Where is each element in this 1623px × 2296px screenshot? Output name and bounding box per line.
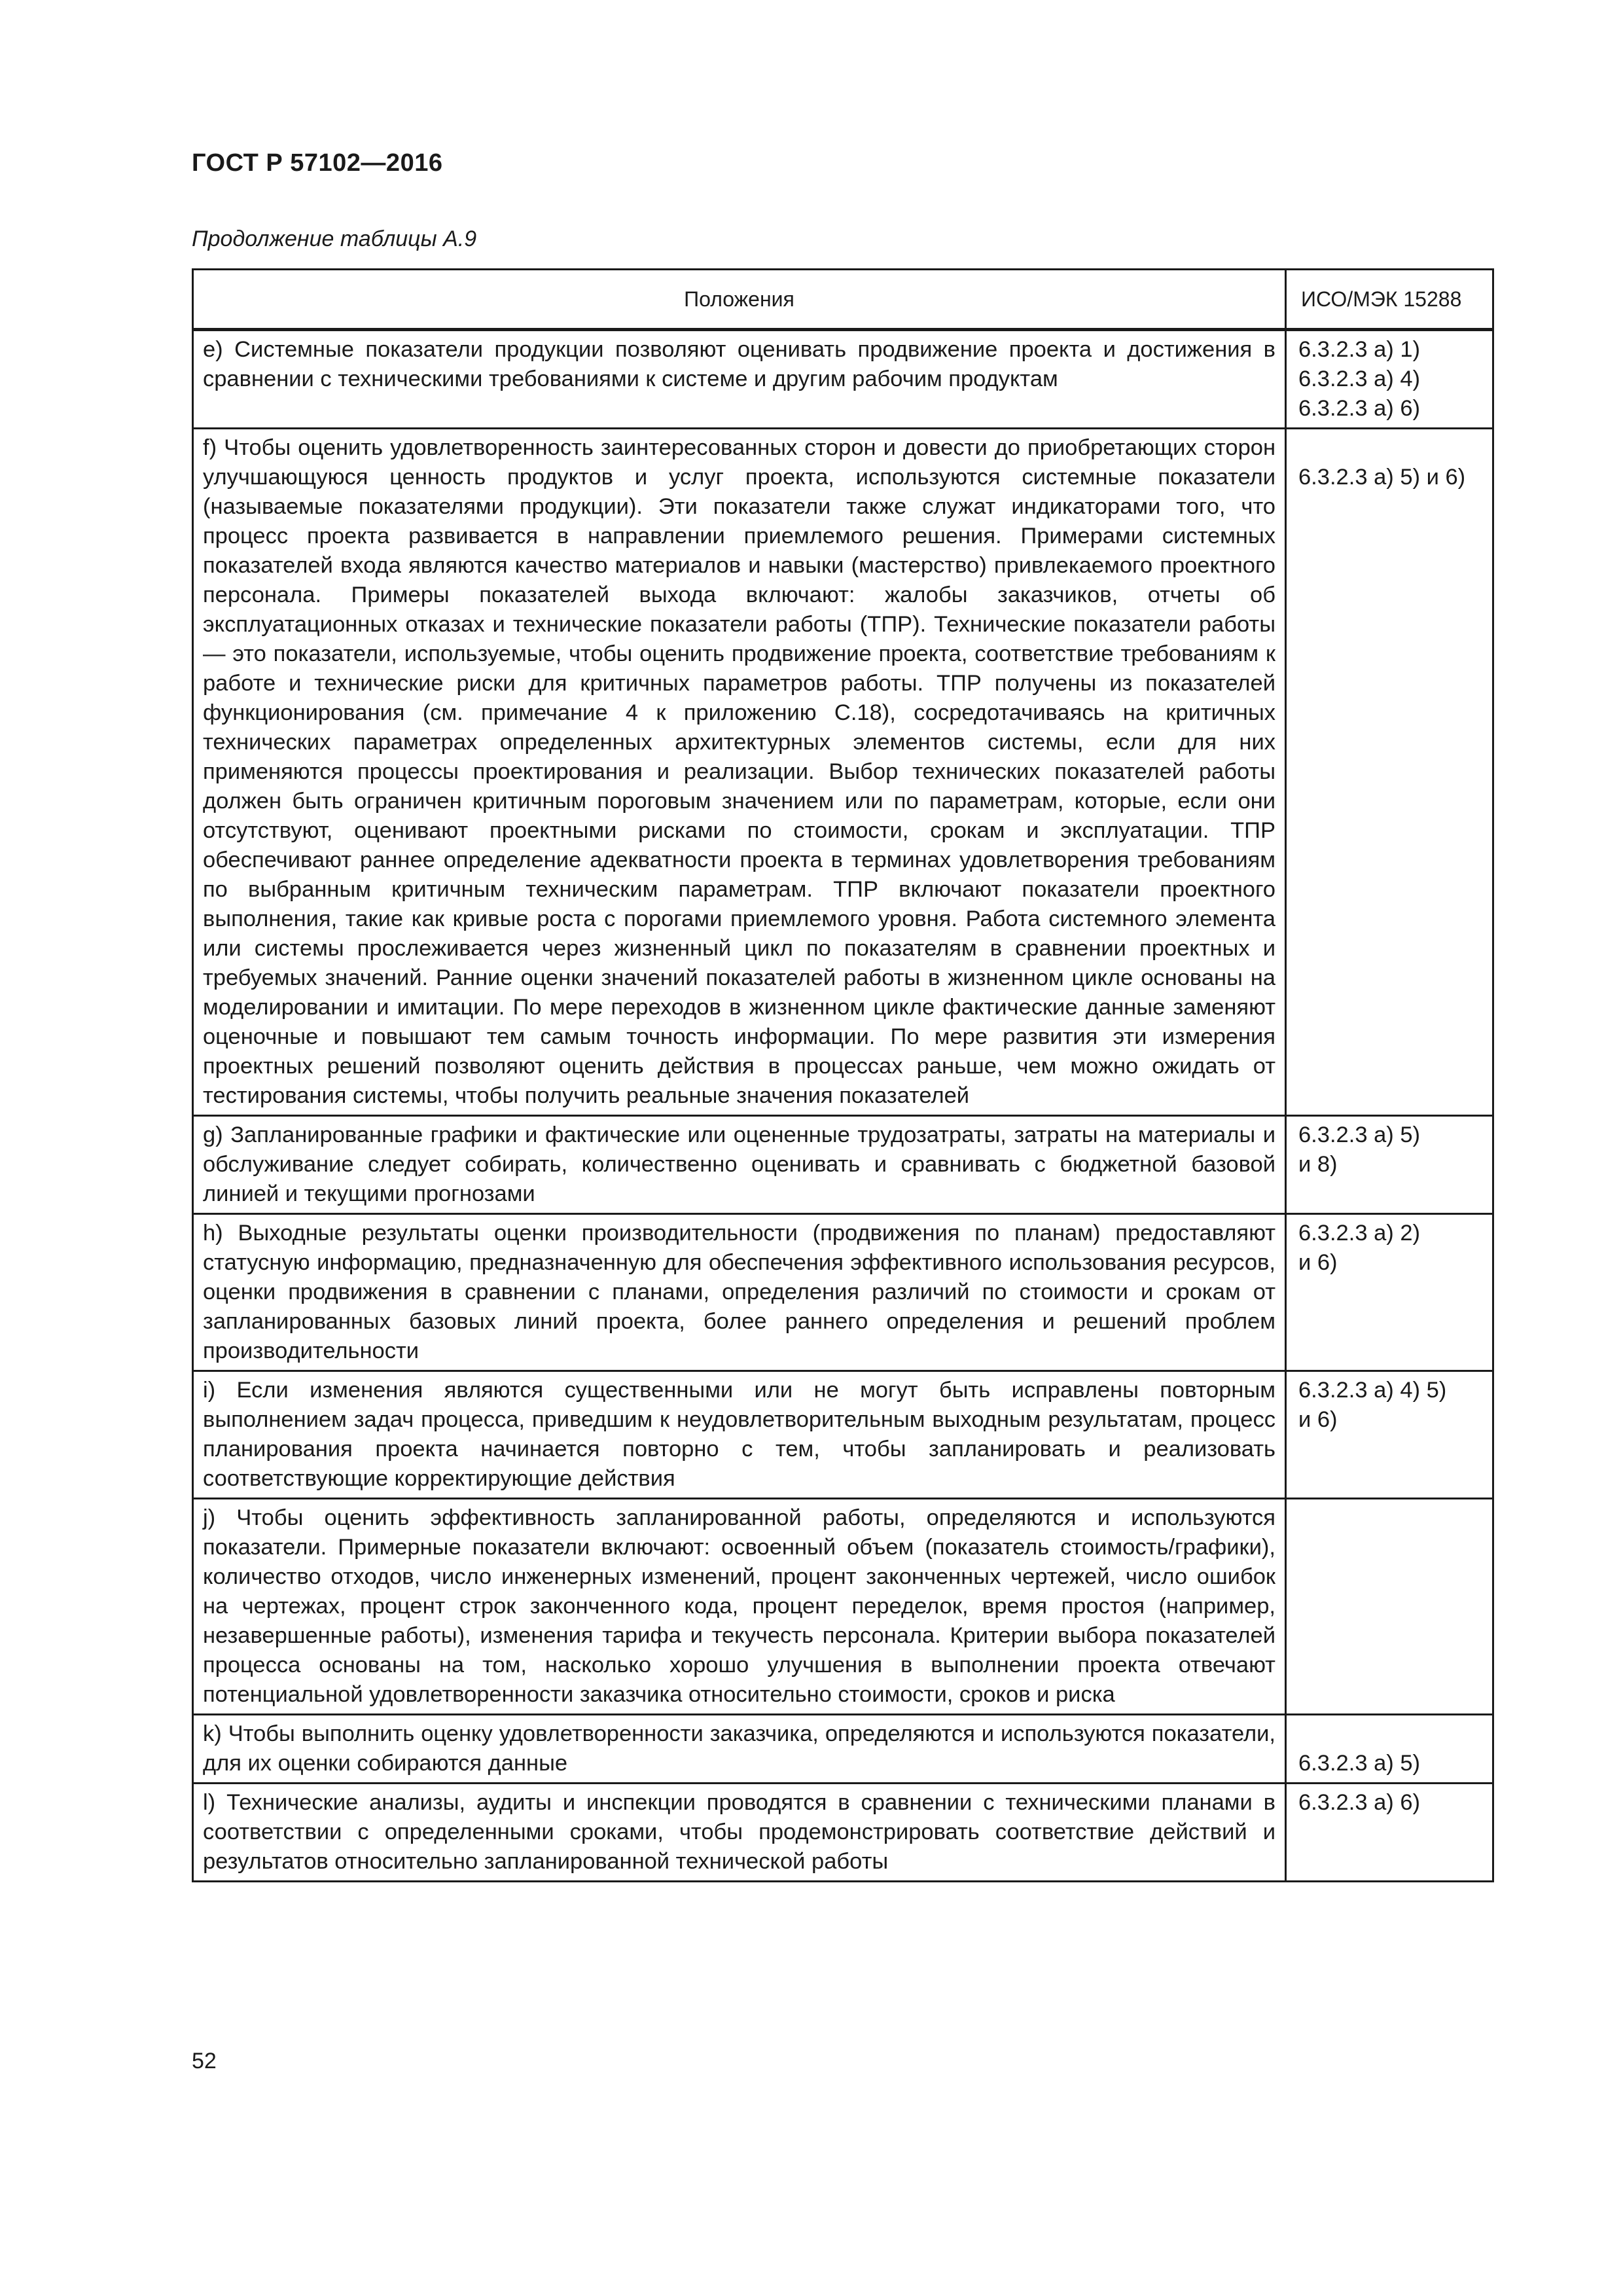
provisions-table-container bbox=[192, 268, 1492, 1882]
reference-line: 6.3.2.3 a) 5) и 6) bbox=[1298, 465, 1466, 490]
reference-line: 6.3.2.3 a) 6) bbox=[1298, 396, 1421, 421]
provision-cell: g) Запланированные графики и фактические или оцененные трудозатраты, затраты на материалы и обслуживание следует собирать, количественно оценивать и сравнивать с бюджетной базовой линией и текущими прогнозами bbox=[193, 1116, 1286, 1214]
reference-cell bbox=[1286, 1499, 1493, 1715]
table-header-row bbox=[193, 270, 1493, 330]
table-row bbox=[193, 330, 1493, 429]
column-header-provisions: Положения bbox=[193, 270, 1286, 330]
table-row bbox=[193, 1499, 1493, 1715]
reference-line bbox=[1298, 433, 1486, 463]
reference-cell bbox=[1286, 1784, 1493, 1882]
table-caption: Продолжение таблицы А.9 bbox=[192, 226, 477, 251]
provision-cell: j) Чтобы оценить эффективность запланированной работы, определяются и используются показатели. Примерные показатели включают: освоенный объем (показатель стоимость/графики), количество отходов, число инженерных изменений, процент законченных чертежей, число ошибок на чертежах, процент строк законченного кода, процент переделок, время простоя (например, незавершенные работы), изменения тарифа и текучесть персонала. Критерии выбора показателей процесса основаны на том, насколько хорошо улучшения в выполнении проекта отвечают потенциальной удовлетворенности заказчика относительно стоимости, сроков и риска bbox=[193, 1499, 1286, 1715]
provision-cell: l) Технические анализы, аудиты и инспекции проводятся в сравнении с техническими планами в соответствии с определенными сроками, чтобы продемонстрировать соответствие действий и результатов относительно запланированной технической работы bbox=[193, 1784, 1286, 1882]
provision-cell: f) Чтобы оценить удовлетворенность заинтересованных сторон и довести до приобретающих сторон улучшающуюся ценность продуктов и услуг проекта, используются системные показатели (называемые показателями продукции). Эти показатели также служат индикаторами того, что процесс проекта развивается в направлении приемлемого решения. Примерами системных показателей входа являются качество материалов и навыки (мастерство) привлекаемого проектного персонала. Примеры показателей выхода включают: жалобы заказчиков, отчеты об эксплуатационных отказах и технические показатели работы (ТПР). Технические показатели работы — это показатели, используемые, чтобы оценить продвижение проекта, соответствие требованиям к работе и технические риски для критичных параметров работы. ТПР получены из показателей функционирования (см. примечание 4 к приложению С.18), сосредотачиваясь на критичных технических параметрах определенных архитектурных элементов системы, если для них применяются процессы проектирования и реализации. Выбор технических показателей работы должен быть ограничен критичным пороговым значением или по параметрам, которые, если они отсутствуют, оценивают проектными рисками по стоимости, срокам и эксплуатации. ТПР обеспечивают раннее определение адекватности проекта в терминах удовлетворения требованиям по выбранным критичным техническим параметрам. ТПР включают показатели проектного выполнения, такие как кривые роста с порогами приемлемого уровня. Работа системного элемента или системы прослеживается через жизненный цикл по показателям в сравнении проектных и требуемых значений. Ранние оценки значений показателей работы в жизненном цикле основаны на моделировании и имитации. По мере переходов в жизненном цикле фактические данные заменяют оценочные и повышают тем самым точность информации. По мере развития эти измерения проектных решений позволяют оценить действия в процессах раньше, чем можно ожидать от тестирования системы, чтобы получить реальные значения показателей bbox=[193, 429, 1286, 1116]
reference-line: и 8) bbox=[1298, 1152, 1338, 1177]
reference-line: и 6) bbox=[1298, 1407, 1338, 1432]
reference-line: 6.3.2.3 a) 5) bbox=[1298, 1122, 1421, 1147]
table-row bbox=[193, 429, 1493, 1116]
table-row bbox=[193, 1784, 1493, 1882]
table-row bbox=[193, 1715, 1493, 1784]
document-id: ГОСТ Р 57102—2016 bbox=[192, 149, 443, 177]
reference-cell bbox=[1286, 1214, 1493, 1371]
reference-cell bbox=[1286, 1371, 1493, 1499]
reference-cell bbox=[1286, 330, 1493, 429]
reference-cell bbox=[1286, 1715, 1493, 1784]
reference-line: 6.3.2.3 a) 6) bbox=[1298, 1790, 1421, 1815]
reference-cell bbox=[1286, 429, 1493, 1116]
provision-cell: k) Чтобы выполнить оценку удовлетворенности заказчика, определяются и используются показатели, для их оценки собираются данные bbox=[193, 1715, 1286, 1784]
table-row bbox=[193, 1371, 1493, 1499]
reference-cell bbox=[1286, 1116, 1493, 1214]
reference-line: 6.3.2.3 a) 4) 5) bbox=[1298, 1378, 1447, 1403]
column-header-iso-reference: ИСО/МЭК 15288 bbox=[1286, 270, 1493, 330]
reference-line bbox=[1298, 1719, 1486, 1749]
provision-cell: e) Системные показатели продукции позволяют оценивать продвижение проекта и достижения в сравнении с техническими требованиями к системе и другим рабочим продуктам bbox=[193, 330, 1286, 429]
table-row bbox=[193, 1116, 1493, 1214]
provision-cell: i) Если изменения являются существенными или не могут быть исправлены повторным выполнением задач процесса, приведшим к неудовлетворительным выходным результатам, процесс планирования проекта начинается повторно с тем, чтобы запланировать и реализовать соответствующие корректирующие действия bbox=[193, 1371, 1286, 1499]
reference-line: 6.3.2.3 a) 2) bbox=[1298, 1221, 1421, 1246]
provisions-table bbox=[192, 268, 1494, 1882]
provision-cell: h) Выходные результаты оценки производительности (продвижения по планам) предоставляют статусную информацию, предназначенную для обеспечения эффективного использования ресурсов, оценки продвижения в сравнении с планами, определения различий по стоимости и срокам от запланированных базовых линий проекта, более раннего определения и решений проблем производительности bbox=[193, 1214, 1286, 1371]
page-number: 52 bbox=[192, 2049, 217, 2073]
reference-line: и 6) bbox=[1298, 1250, 1338, 1275]
table-row bbox=[193, 1214, 1493, 1371]
reference-line: 6.3.2.3 a) 4) bbox=[1298, 367, 1421, 391]
reference-line: 6.3.2.3 a) 1) bbox=[1298, 337, 1421, 362]
reference-line: 6.3.2.3 a) 5) bbox=[1298, 1751, 1421, 1776]
